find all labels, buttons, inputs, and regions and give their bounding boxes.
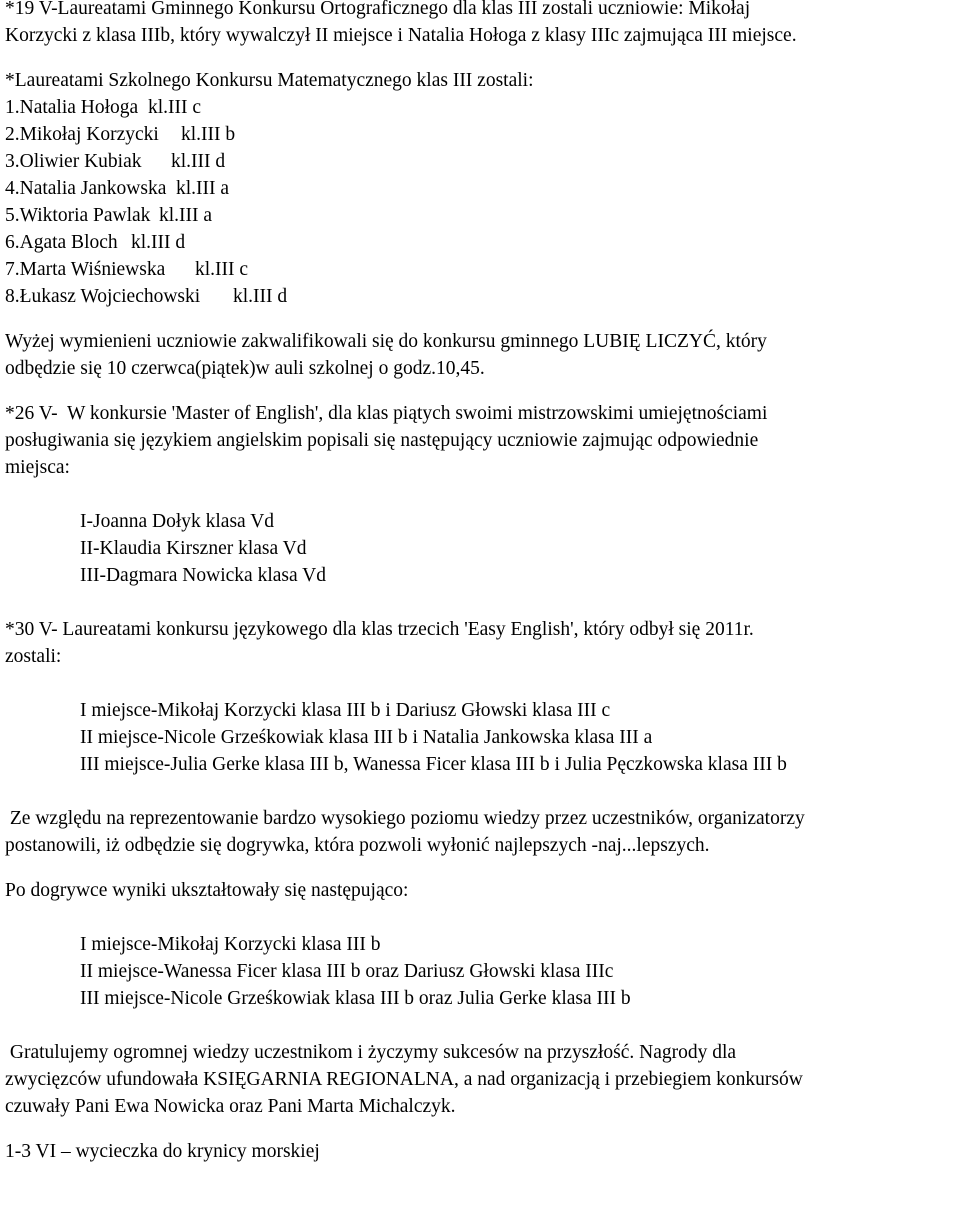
list-item (5, 283, 955, 310)
paragraph-line: odbędzie się 10 czerwca(piątek)w auli szkolnej o godz.10,45. (5, 358, 485, 379)
winners-list (5, 94, 955, 310)
winner-name: 3.Oliwier Kubiak (5, 151, 142, 172)
paragraph-line: zostali: (5, 646, 62, 667)
paragraph-line: posługiwania się językiem angielskim popisali się następujący uczniowie zajmując odpowiednie (5, 430, 759, 451)
list-item: I miejsce-Mikołaj Korzycki klasa III b (80, 934, 381, 955)
list-item: III-Dagmara Nowicka klasa Vd (80, 565, 326, 586)
list-item: III miejsce-Nicole Grześkowiak klasa III b oraz Julia Gerke klasa III b (80, 988, 631, 1009)
list-item (5, 121, 955, 148)
paragraph-line: *19 V-Laureatami Gminnego Konkursu Ortograficznego dla klas III zostali uczniowie: Mikołaj (5, 0, 751, 19)
document-page (5, 0, 955, 1165)
winner-class: kl.III b (181, 124, 236, 145)
list-item: II miejsce-Nicole Grześkowiak klasa III b i Natalia Jankowska klasa III a (80, 727, 653, 748)
section-19 (5, 0, 955, 49)
list-item: I-Joanna Dołyk klasa Vd (80, 511, 275, 532)
list-item: II miejsce-Wanessa Ficer klasa III b oraz Dariusz Głowski klasa IIIc (80, 961, 614, 982)
section-heading: *Laureatami Szkolnego Konkursu Matematycznego klas III zostali: (5, 70, 534, 91)
winner-name: 2.Mikołaj Korzycki (5, 124, 159, 145)
winner-name: 5.Wiktoria Pawlak (5, 205, 151, 226)
winner-name: 8.Łukasz Wojciechowski (5, 286, 201, 307)
list-item (5, 94, 955, 121)
list-item (5, 256, 955, 283)
list-item (5, 148, 955, 175)
section-trip (5, 1138, 955, 1165)
section-26 (5, 400, 955, 589)
section-math-contest (5, 67, 955, 382)
winner-class: kl.III a (159, 205, 213, 226)
winner-class: kl.III d (171, 151, 226, 172)
list-item: I miejsce-Mikołaj Korzycki klasa III b i Dariusz Głowski klasa III c (80, 700, 611, 721)
section-30 (5, 616, 955, 1120)
list-item: II-Klaudia Kirszner klasa Vd (80, 538, 307, 559)
winner-class: kl.III d (233, 286, 288, 307)
paragraph-line: miejsca: (5, 457, 70, 478)
paragraph-line: Wyżej wymienieni uczniowie zakwalifikowali się do konkursu gminnego LUBIĘ LICZYĆ, który (5, 331, 767, 352)
list-item (5, 202, 955, 229)
list-item (5, 229, 955, 256)
paragraph-line: *30 V- Laureatami konkursu językowego dla klas trzecich 'Easy English', który odbył się 2011r. (5, 619, 754, 640)
paragraph-line: Gratulujemy ogromnej wiedzy uczestnikom i życzymy sukcesów na przyszłość. Nagrody dla (5, 1042, 737, 1063)
paragraph-line: 1-3 VI – wycieczka do krynicy morskiej (5, 1141, 320, 1162)
winner-name: 1.Natalia Hołoga (5, 97, 139, 118)
list-item (5, 175, 955, 202)
paragraph-line: postanowili, iż odbędzie się dogrywka, która pozwoli wyłonić najlepszych -naj...lepszych. (5, 835, 710, 856)
paragraph-line: *26 V- W konkursie 'Master of English', dla klas piątych swoimi mistrzowskimi umiejętnościami (5, 403, 768, 424)
paragraph-line: Po dogrywce wyniki ukształtowały się następująco: (5, 880, 409, 901)
paragraph-line: czuwały Pani Ewa Nowicka oraz Pani Marta Michalczyk. (5, 1096, 456, 1117)
paragraph-line: Ze względu na reprezentowanie bardzo wysokiego poziomu wiedzy przez uczestników, organizatorzy (5, 808, 805, 829)
paragraph-line: zwycięzców ufundowała KSIĘGARNIA REGIONALNA, a nad organizacją i przebiegiem konkursów (5, 1069, 803, 1090)
winner-class: kl.III a (176, 178, 230, 199)
winner-name: 4.Natalia Jankowska (5, 178, 167, 199)
winner-name: 6.Agata Bloch (5, 232, 118, 253)
winner-class: kl.III c (148, 97, 202, 118)
winner-name: 7.Marta Wiśniewska (5, 259, 166, 280)
list-item: III miejsce-Julia Gerke klasa III b, Wanessa Ficer klasa III b i Julia Pęczkowska klasa III b (80, 754, 787, 775)
paragraph-line: Korzycki z klasa IIIb, który wywalczył II miejsce i Natalia Hołoga z klasy IIIc zajmująca III miejsce. (5, 25, 797, 46)
winner-class: kl.III d (131, 232, 186, 253)
winner-class: kl.III c (195, 259, 249, 280)
